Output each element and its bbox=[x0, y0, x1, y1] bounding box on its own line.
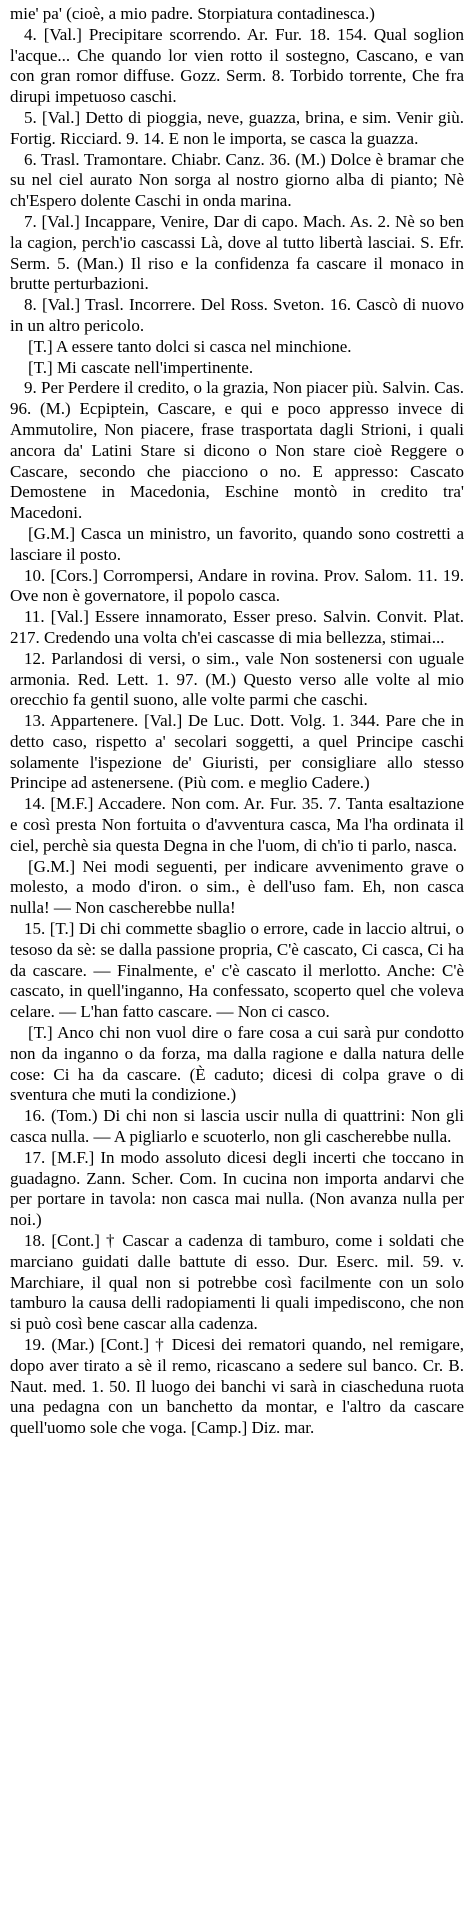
sense-4: 4. [Val.] Precipitare scorrendo. Ar. Fur. 18. 154. Qual soglion l'acque... Che quando lor vien rotto il sostegno, Cascano, e van con gran romor diffuse. Gozz. Serm. 8. Torbido torrente, Che fra dirupi impetuoso caschi. bbox=[10, 24, 464, 107]
entry-continuation: mie' pa' (cioè, a mio padre. Storpiatura contadinesca.) bbox=[10, 4, 375, 23]
sense-10: 10. [Cors.] Corrompersi, Andare in rovina. Prov. Salom. 11. 19. Ove non è governatore, il popolo casca. bbox=[10, 565, 464, 606]
sense-8-note-2: [T.] Mi cascate nell'impertinente. bbox=[28, 357, 254, 377]
sense-14-note: [G.M.] Nei modi seguenti, per indicare avvenimento grave o molesto, a modo d'iron. o sim., è dell'uso fam. Eh, non casca nulla! — Non cascherebbe nulla! bbox=[10, 856, 464, 918]
sense-9: 9. Per Perdere il credito, o la grazia, Non piacer più. Salvin. Cas. 96. (M.) Ecpiptein, Cascare, e qui e poco appresso invece di Ammutolire, Non piacere, frase trasportata dagli Strioni, i quali ancora da' Latini Stare si dicono o Non stare cioè Reggere o Cascare, secondo che piacciono o no. E appresso: Cascato Demostene in Macedonia, Eschine montò in credito tra' Macedoni. bbox=[10, 378, 464, 523]
sense-19: 19. (Mar.) [Cont.] † Dicesi dei rematori quando, nel remigare, dopo aver tirato a sè il remo, ricascano a sedere sul banco. Cr. B. Naut. med. 1. 50. Il luogo dei banchi vi sarà in ciascheduna ruota una pedagna con un banchetto da montar, e l'altro da cascare quell'uomo sole che voga. [Camp.] Diz. mar. bbox=[10, 1335, 464, 1438]
sense-15-note: [T.] Anco chi non vuol dire o fare cosa a cui sarà pur condotto non da inganno o da forza, ma dalla ragione e dalla natura delle cose: Ci ha da cascare. (È caduto; dicesi di colpa grave o di sventura che muti la condizione.) bbox=[10, 1023, 464, 1105]
sense-14: 14. [M.F.] Accadere. Non com. Ar. Fur. 35. 7. Tanta esaltazione e così presta Non fortuita o d'avventura casca, Ma l'ha ordinata il ciel, perchè sia questa Degna in che l'uom, di ch'io ti parlo, nasca. bbox=[10, 794, 464, 855]
sense-8-note-1: [T.] A essere tanto dolci si casca nel minchione. bbox=[28, 336, 352, 356]
sense-18: 18. [Cont.] † Cascar a cadenza di tamburo, come i soldati che marciano guidati dalle battute di esso. Dur. Eserc. mil. 59. v. Marchiare, il qual non si potrebbe così facilmente con un solo tamburo la causa delli radopiamenti li quali impediscono, che non si può così bene cascar alla cadenza. bbox=[10, 1231, 464, 1334]
sense-11: 11. [Val.] Essere innamorato, Esser preso. Salvin. Convit. Plat. 217. Credendo una volta ch'ei cascasse di mia bellezza, stimai... bbox=[10, 607, 464, 647]
sense-5: 5. [Val.] Detto di pioggia, neve, guazza, brina, e sim. Venir giù. Fortig. Ricciard. 9. 14. E non le importa, se casca la guazza. bbox=[10, 107, 464, 148]
sense-16: 16. (Tom.) Di chi non si lascia uscir nulla di quattrini: Non gli casca nulla. — A pigliarlo e scuoterlo, non gli cascherebbe nulla. bbox=[10, 1106, 464, 1147]
sense-13: 13. Appartenere. [Val.] De Luc. Dott. Volg. 1. 344. Pare che in detto caso, rispetto a' secolari soggetti, a quel Principe caschi solamente l'ispezione de' Giuristi, per consigliare allo stesso Principe ad astenersene. (Più com. e meglio Cadere.) bbox=[10, 711, 464, 793]
sense-9-note: [G.M.] Casca un ministro, un favorito, quando sono costretti a lasciare il posto. bbox=[10, 523, 464, 564]
sense-17: 17. [M.F.] In modo assoluto dicesi degli incerti che toccano in guadagno. Zann. Scher. Com. In cucina non importa andarvi che per portare in tavola: non casca mai nulla. (Non avanza nulla per noi.) bbox=[10, 1147, 464, 1230]
sense-6: 6. Trasl. Tramontare. Chiabr. Canz. 36. (M.) Dolce è bramar che su nel ciel aurato Non sorga al nostro giorno alba di pianto; Nè ch'Espero dolente Caschi in onda marina. bbox=[10, 149, 464, 211]
sense-15: 15. [T.] Di chi commette sbaglio o errore, cade in laccio altrui, o tesoso da sè: se dalla passione propria, C'è cascato, Ci casca, Ci ha da cascare. — Finalmente, e' c'è cascato il merlotto. Anche: C'è cascato, in quell'inganno, Ha confessato, scoperto quel che voleva celare. — L'han fatto cascare. — Non ci casco. bbox=[10, 919, 464, 1022]
sense-12: 12. Parlandosi di versi, o sim., vale Non sostenersi con uguale armonia. Red. Lett. 1. 97. (M.) Questo verso alle volte al mio orecchio fa gentil suono, alle volte parmi che caschi. bbox=[10, 648, 464, 710]
sense-8: 8. [Val.] Trasl. Incorrere. Del Ross. Sveton. 16. Cascò di nuovo in un altro pericolo. bbox=[10, 295, 464, 335]
sense-7: 7. [Val.] Incappare, Venire, Dar di capo. Mach. As. 2. Nè so ben la cagion, perch'io cascassi Là, dove al tutto libertà lasciai. S. Efr. Serm. 5. (Man.) Il riso e la confidenza fa cascare il monaco in brutte perturbazioni. bbox=[10, 211, 464, 294]
